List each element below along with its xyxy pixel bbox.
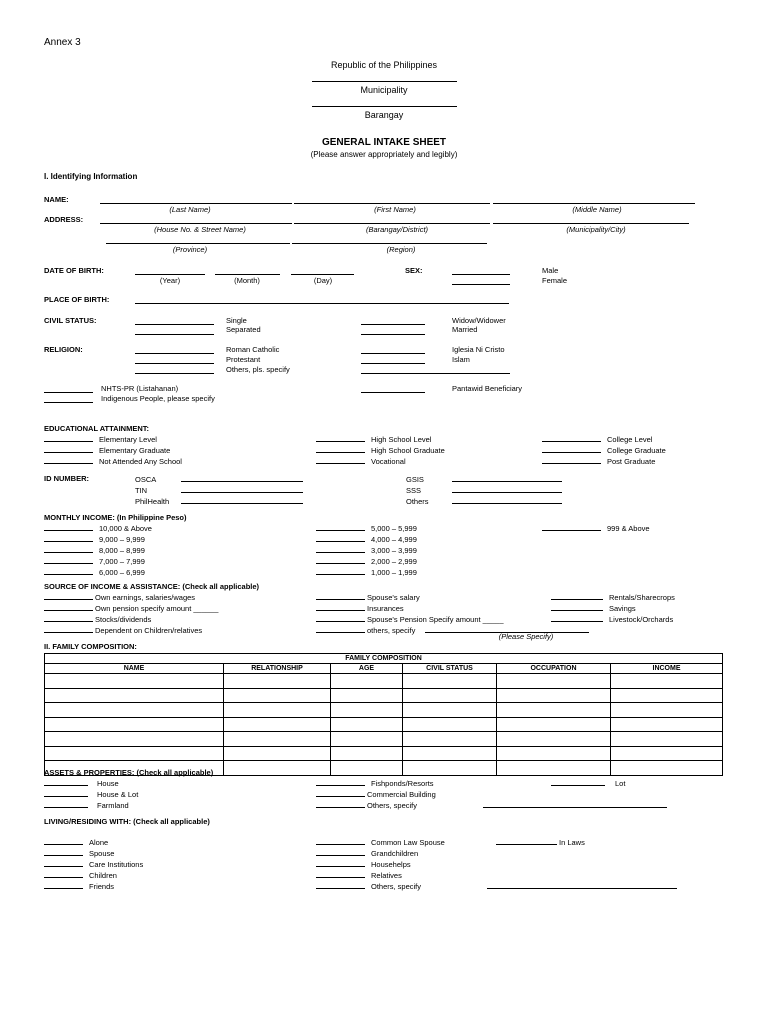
married-label: Married — [452, 325, 478, 334]
living-col1: Alone Spouse Care Institutions Children Friends — [44, 837, 143, 892]
col-civil-status: CIVIL STATUS — [403, 664, 497, 674]
province-field[interactable] — [106, 243, 290, 244]
checkbox-line[interactable] — [316, 837, 365, 845]
checkbox-line[interactable] — [316, 625, 365, 633]
living-col2: Common Law Spouse Grandchildren Househelps Relatives Others, specify — [316, 837, 683, 892]
region-field[interactable] — [292, 243, 487, 244]
source-col3: Rentals/Sharecrops Savings Livestock/Orchards — [551, 592, 675, 625]
checkbox-line[interactable] — [316, 592, 365, 600]
checkbox-line[interactable] — [316, 870, 365, 878]
sex-male-field[interactable] — [452, 274, 510, 275]
iglesia-field[interactable] — [361, 353, 425, 354]
checkbox-line[interactable] — [316, 534, 365, 542]
others-religion-label: Others, pls. specify — [226, 365, 290, 374]
roman-catholic-label: Roman Catholic — [226, 345, 280, 354]
municipality-city-field[interactable] — [493, 223, 689, 224]
checkbox-line[interactable] — [542, 456, 601, 464]
female-label: Female — [542, 276, 568, 285]
checkbox-line[interactable] — [44, 778, 88, 786]
id-col2: GSIS SSS Others — [406, 474, 568, 507]
dob-year-caption: (Year) — [159, 276, 181, 285]
income-col1: 10,000 & Above 9,000 – 9,999 8,000 – 8,999 7,000 – 7,999 6,000 – 6,999 — [44, 523, 152, 578]
source-heading: SOURCE OF INCOME & ASSISTANCE: (Check all applicable) — [44, 582, 260, 591]
checkbox-line[interactable] — [316, 800, 365, 808]
checkbox-line[interactable] — [542, 434, 601, 442]
table-row[interactable] — [45, 732, 723, 747]
checkbox-line[interactable] — [44, 456, 93, 464]
last-name-field[interactable] — [100, 203, 292, 204]
middle-name-field[interactable] — [493, 203, 695, 204]
others-religion-field[interactable] — [135, 373, 214, 374]
first-name-caption: (First Name) — [374, 205, 416, 214]
sex-label: SEX: — [405, 266, 423, 275]
barangay-district-caption: (Barangay/District) — [365, 225, 429, 234]
checkbox-line[interactable] — [316, 456, 365, 464]
others-specify-line[interactable] — [487, 881, 677, 889]
dob-month-field[interactable] — [215, 274, 280, 275]
widow-label: Widow/Widower — [452, 316, 506, 325]
dob-year-field[interactable] — [135, 274, 205, 275]
col-occupation: OCCUPATION — [497, 664, 611, 674]
first-name-field[interactable] — [294, 203, 490, 204]
section1-heading: I. Identifying Information — [44, 172, 138, 181]
checkbox-line[interactable] — [542, 523, 601, 531]
family-composition-table — [44, 653, 723, 776]
dob-month-caption: (Month) — [234, 276, 260, 285]
checkbox-line[interactable] — [316, 778, 365, 786]
municipality-label: Municipality — [360, 85, 408, 95]
checkbox-line[interactable] — [44, 556, 93, 564]
checkbox-line[interactable] — [316, 523, 365, 531]
barangay-district-field[interactable] — [294, 223, 490, 224]
widow-field[interactable] — [361, 324, 425, 325]
checkbox-line[interactable] — [316, 545, 365, 553]
dob-day-caption: (Day) — [313, 276, 333, 285]
id-number-field[interactable] — [181, 496, 303, 504]
source-col1: Own earnings, salaries/wages Own pension specify amount ______ Stocks/dividends Dependent on Children/relatives — [44, 592, 218, 636]
education-col2: High School Level High School Graduate Vocational — [316, 434, 445, 467]
checkbox-line[interactable] — [44, 534, 93, 542]
barangay-line[interactable] — [312, 106, 457, 107]
checkbox-line[interactable] — [551, 592, 603, 600]
family-table-caption: FAMILY COMPOSITION — [45, 654, 723, 664]
checkbox-line[interactable] — [44, 567, 93, 575]
form-subtitle: (Please answer appropriately and legibly) — [310, 150, 458, 159]
checkbox-line[interactable] — [316, 859, 365, 867]
checkbox-line[interactable] — [551, 614, 603, 622]
checkbox-line[interactable] — [316, 434, 365, 442]
checkbox-line[interactable] — [316, 603, 365, 611]
assets-col2: Fishponds/Resorts Commercial Building Others, specify — [316, 778, 673, 811]
roman-catholic-field[interactable] — [135, 353, 214, 354]
id-number-field[interactable] — [452, 485, 562, 493]
house-no-caption: (House No. & Street Name) — [154, 225, 246, 234]
checkbox-line[interactable] — [44, 592, 93, 600]
nhts-label: NHTS-PR (Listahanan) — [101, 384, 179, 393]
civil-status-label: CIVIL STATUS: — [44, 316, 97, 325]
checkbox-line[interactable] — [44, 614, 93, 622]
municipality-city-caption: (Municipality/City) — [566, 225, 626, 234]
checkbox-line[interactable] — [551, 778, 605, 786]
id-number-field[interactable] — [452, 496, 562, 504]
checkbox-line[interactable] — [316, 614, 365, 622]
checkbox-line[interactable] — [44, 625, 93, 633]
separated-label: Separated — [226, 325, 261, 334]
checkbox-line[interactable] — [551, 603, 603, 611]
table-row[interactable] — [45, 717, 723, 732]
education-col3: College Level College Graduate Post Graduate — [542, 434, 666, 467]
male-label: Male — [542, 266, 559, 275]
checkbox-line[interactable] — [44, 523, 93, 531]
protestant-field[interactable] — [135, 363, 214, 364]
family-table-header — [45, 664, 723, 674]
province-caption: (Province) — [172, 245, 208, 254]
married-field[interactable] — [361, 334, 425, 335]
checkbox-line[interactable] — [316, 445, 365, 453]
checkbox-line[interactable] — [44, 800, 88, 808]
id-number-field[interactable] — [181, 485, 303, 493]
checkbox-line[interactable] — [316, 789, 365, 797]
table-row[interactable] — [45, 674, 723, 689]
checkbox-line[interactable] — [44, 545, 93, 553]
checkbox-line[interactable] — [44, 881, 83, 889]
islam-label: Islam — [452, 355, 470, 364]
middle-name-caption: (Middle Name) — [572, 205, 622, 214]
income-col2: 5,000 – 5,999 4,000 – 4,999 3,000 – 3,999 2,000 – 2,999 1,000 – 1,999 — [316, 523, 417, 578]
municipality-line[interactable] — [312, 81, 457, 82]
dob-label: DATE OF BIRTH: — [44, 266, 104, 275]
id-number-field[interactable] — [452, 474, 562, 482]
republic-label: Republic of the Philippines — [330, 60, 438, 70]
house-no-field[interactable] — [100, 223, 292, 224]
others-specify-line[interactable] — [483, 800, 667, 808]
nhts-field[interactable] — [44, 392, 93, 393]
education-col1: Elementary Level Elementary Graduate Not Attended Any School — [44, 434, 182, 467]
living-heading: LIVING/RESIDING WITH: (Check all applicable) — [44, 817, 210, 826]
checkbox-line[interactable] — [44, 837, 83, 845]
single-field[interactable] — [135, 324, 214, 325]
checkbox-line[interactable] — [44, 789, 88, 797]
checkbox-line[interactable] — [542, 445, 601, 453]
id-number-label: ID NUMBER: — [44, 474, 89, 483]
annex-label: Annex 3 — [44, 37, 81, 48]
iglesia-label: Iglesia Ni Cristo — [452, 345, 505, 354]
col-income: INCOME — [611, 664, 723, 674]
islam-field[interactable] — [361, 363, 425, 364]
checkbox-line[interactable] — [316, 881, 365, 889]
religion-specify-field[interactable] — [361, 373, 510, 374]
table-row[interactable] — [45, 688, 723, 703]
id-number-field[interactable] — [181, 474, 303, 482]
id-col1: OSCA TIN PhilHealth — [135, 474, 309, 507]
checkbox-line[interactable] — [44, 870, 83, 878]
protestant-label: Protestant — [226, 355, 261, 364]
table-row[interactable] — [45, 703, 723, 718]
table-row[interactable] — [45, 746, 723, 761]
please-specify-caption: (Please Specify) — [498, 632, 554, 641]
col-name: NAME — [45, 664, 224, 674]
checkbox-line[interactable] — [44, 848, 83, 856]
sex-female-field[interactable] — [452, 284, 510, 285]
pantawid-label: Pantawid Beneficiary — [452, 384, 523, 393]
family-heading: II. FAMILY COMPOSITION: — [44, 642, 137, 651]
last-name-caption: (Last Name) — [169, 205, 211, 214]
indigenous-label: Indigenous People, please specify — [101, 394, 215, 403]
source-col2: Spouse's salary Insurances Spouse's Pension Specify amount _____ others, specify — [316, 592, 595, 636]
separated-field[interactable] — [135, 334, 214, 335]
col-age: AGE — [331, 664, 403, 674]
pantawid-field[interactable] — [361, 392, 425, 393]
checkbox-line[interactable] — [496, 837, 557, 845]
checkbox-line[interactable] — [316, 848, 365, 856]
checkbox-line[interactable] — [44, 445, 93, 453]
assets-col1: House House & Lot Farmland — [44, 778, 138, 811]
col-relationship: RELATIONSHIP — [224, 664, 331, 674]
indigenous-field[interactable] — [44, 402, 93, 403]
assets-col3: Lot — [551, 778, 625, 789]
name-label: NAME: — [44, 195, 69, 204]
income-col3: 999 & Above — [542, 523, 650, 534]
checkbox-line[interactable] — [316, 556, 365, 564]
single-label: Single — [226, 316, 247, 325]
dob-day-field[interactable] — [291, 274, 354, 275]
religion-label: RELIGION: — [44, 345, 83, 354]
barangay-label: Barangay — [364, 110, 404, 120]
checkbox-line[interactable] — [316, 567, 365, 575]
form-title: GENERAL INTAKE SHEET — [321, 137, 447, 148]
checkbox-line[interactable] — [44, 434, 93, 442]
assets-heading: ASSETS & PROPERTIES: (Check all applicable) — [44, 768, 214, 777]
income-heading: MONTHLY INCOME: (In Philippine Peso) — [44, 513, 187, 522]
region-caption: (Region) — [386, 245, 416, 254]
pob-field[interactable] — [135, 303, 509, 304]
education-heading: EDUCATIONAL ATTAINMENT: — [44, 424, 149, 433]
address-label: ADDRESS: — [44, 215, 84, 224]
checkbox-line[interactable] — [44, 859, 83, 867]
pob-label: PLACE OF BIRTH: — [44, 295, 110, 304]
living-col3: In Laws — [496, 837, 585, 848]
checkbox-line[interactable] — [44, 603, 93, 611]
